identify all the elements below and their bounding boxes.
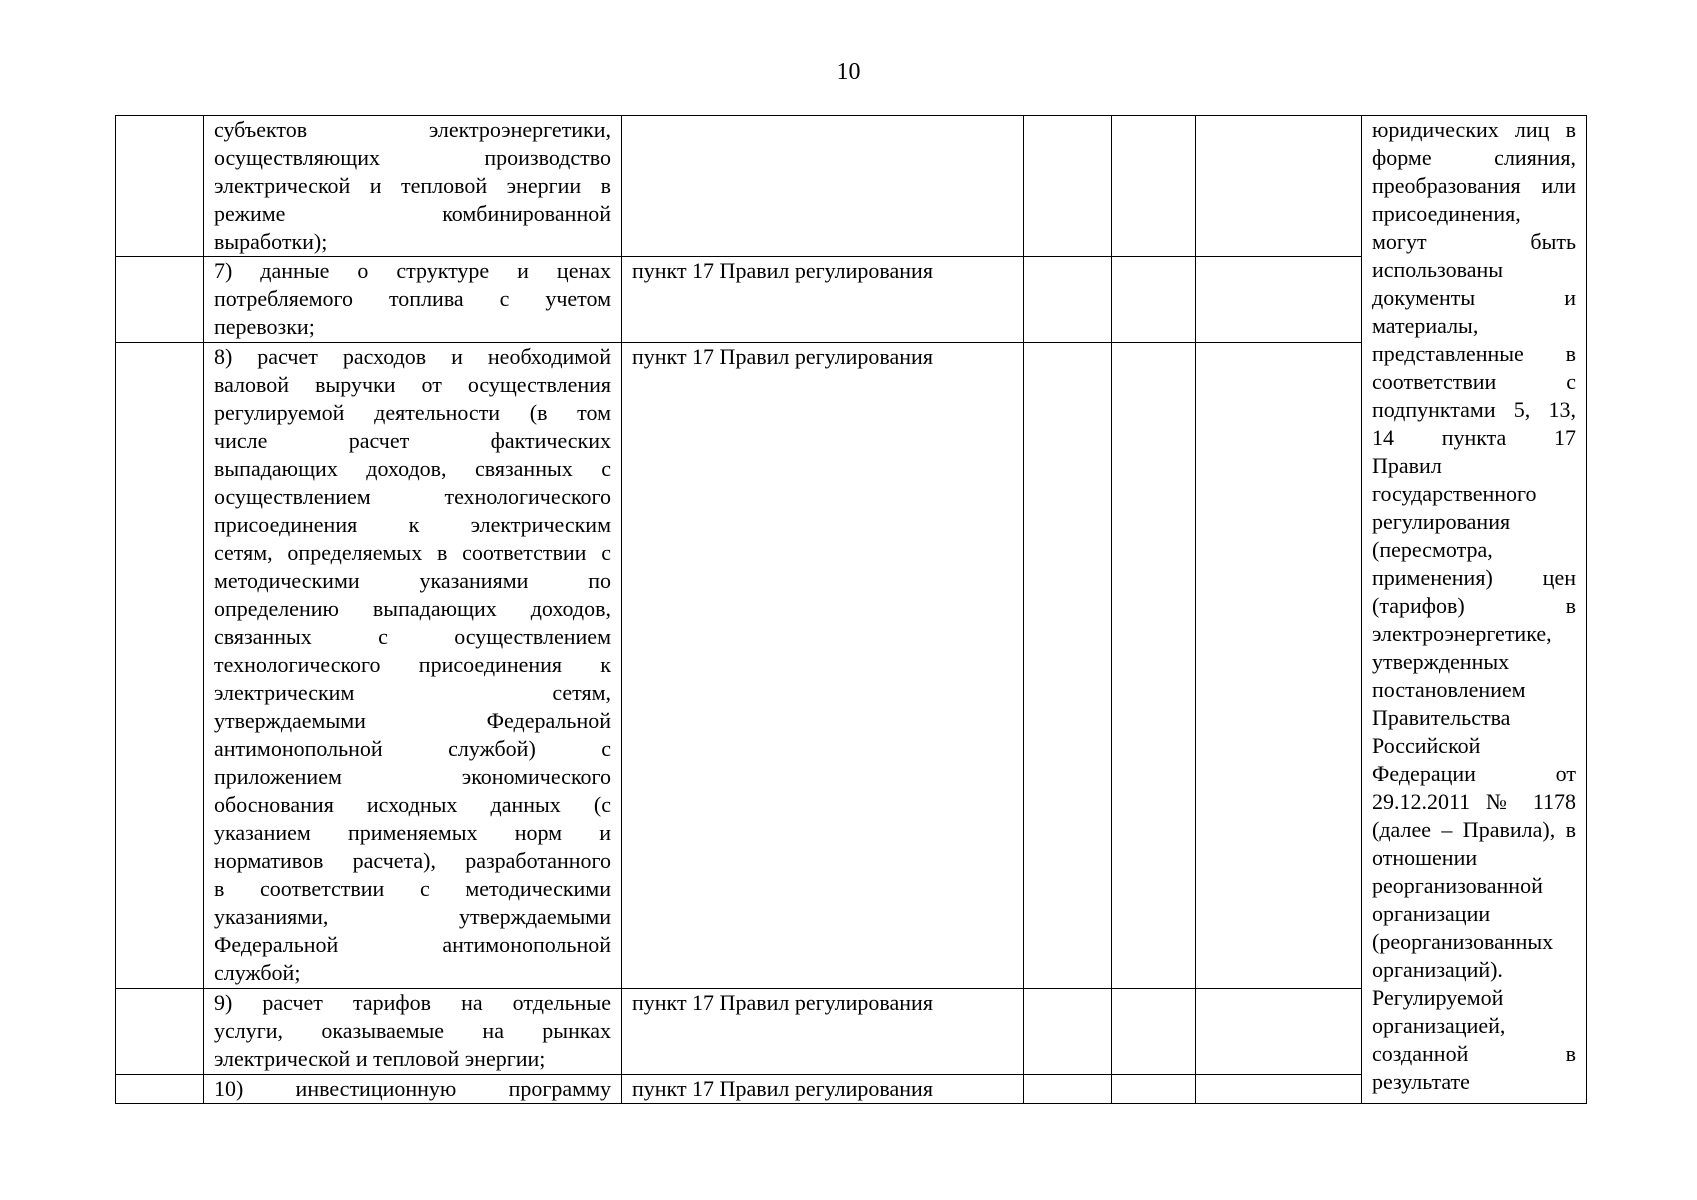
description-line: обоснования исходных данных (с bbox=[214, 792, 611, 817]
description-line: субъектов электроэнергетики, bbox=[214, 117, 611, 142]
page-number: 10 bbox=[836, 59, 861, 85]
description-line: связанных с осуществлением bbox=[214, 624, 611, 649]
empty-cell bbox=[1024, 1075, 1112, 1104]
description-line: перевозки; bbox=[214, 314, 315, 339]
note-line: (реорганизованных bbox=[1372, 929, 1554, 954]
note-line: соответствии с bbox=[1372, 369, 1576, 394]
description-line: электрической и тепловой энергии в bbox=[214, 173, 611, 198]
row-number-cell bbox=[116, 116, 204, 257]
description-line: утверждаемыми Федеральной bbox=[214, 708, 611, 733]
empty-cell bbox=[1112, 257, 1196, 343]
description-cell bbox=[204, 116, 622, 257]
note-line: представленные в bbox=[1372, 341, 1576, 366]
note-line: (пересмотра, bbox=[1372, 537, 1493, 562]
row-number-cell bbox=[116, 257, 204, 343]
description-line: присоединения к электрическим bbox=[214, 512, 611, 537]
table-body bbox=[116, 116, 1587, 1104]
note-line: Федерации от bbox=[1372, 761, 1576, 786]
description-line: Федеральной антимонопольной bbox=[214, 932, 611, 957]
empty-cell bbox=[1112, 989, 1196, 1075]
empty-cell bbox=[1024, 989, 1112, 1075]
note-line: постановлением bbox=[1372, 677, 1526, 702]
note-line: 14 пункта 17 bbox=[1372, 425, 1576, 450]
description-cell bbox=[204, 989, 622, 1075]
note-line: организацией, bbox=[1372, 1013, 1506, 1038]
description-line: службой; bbox=[214, 960, 301, 985]
description-line: сетям, определяемых в соответствии с bbox=[214, 540, 611, 565]
description-line: осуществляющих производство bbox=[214, 145, 611, 170]
note-line: Российской bbox=[1372, 733, 1481, 758]
description-line: 10) инвестиционную программу bbox=[214, 1076, 611, 1101]
note-line: Регулируемой bbox=[1372, 985, 1504, 1010]
reference-text: пункт 17 Правил регулирования bbox=[632, 1076, 933, 1101]
note-line: (далее – Правила), в bbox=[1372, 817, 1576, 842]
row-number-cell bbox=[116, 1075, 204, 1104]
description-line: услуги, оказываемые на рынках bbox=[214, 1018, 611, 1043]
reference-cell bbox=[622, 343, 1024, 989]
document-table bbox=[115, 115, 1587, 1104]
description-line: потребляемого топлива с учетом bbox=[214, 286, 611, 311]
description-line: 9) расчет тарифов на отдельные bbox=[214, 990, 611, 1015]
note-line: применения) цен bbox=[1372, 565, 1576, 590]
description-line: выпадающих доходов, связанных с bbox=[214, 456, 611, 481]
note-line: использованы bbox=[1372, 257, 1504, 282]
empty-cell bbox=[1024, 116, 1112, 257]
description-line: антимонопольной службой) с bbox=[214, 736, 611, 761]
description-line: определению выпадающих доходов, bbox=[214, 596, 611, 621]
note-line: присоединения, bbox=[1372, 201, 1521, 226]
note-line: документы и bbox=[1372, 285, 1576, 310]
note-line: утвержденных bbox=[1372, 649, 1510, 674]
note-line: государственного bbox=[1372, 481, 1537, 506]
reference-text: пункт 17 Правил регулирования bbox=[632, 344, 933, 369]
note-line: могут быть bbox=[1372, 229, 1576, 254]
description-cell bbox=[204, 343, 622, 989]
description-line: в соответствии с методическими bbox=[214, 876, 611, 901]
reference-cell bbox=[622, 257, 1024, 343]
description-cell bbox=[204, 257, 622, 343]
note-line: материалы, bbox=[1372, 313, 1479, 338]
note-line: созданной в bbox=[1372, 1041, 1576, 1066]
note-line: результате bbox=[1372, 1069, 1470, 1094]
description-line: режиме комбинированной bbox=[214, 201, 611, 226]
table-row bbox=[116, 116, 1587, 257]
description-line: электрической и тепловой энергии; bbox=[214, 1046, 546, 1071]
description-line: валовой выручки от осуществления bbox=[214, 372, 611, 397]
empty-cell bbox=[1024, 257, 1112, 343]
reference-cell bbox=[622, 989, 1024, 1075]
note-line: отношении bbox=[1372, 845, 1478, 870]
empty-cell bbox=[1196, 989, 1362, 1075]
note-line: юридических лиц в bbox=[1372, 117, 1576, 142]
note-line: организации bbox=[1372, 901, 1491, 926]
empty-cell bbox=[1196, 257, 1362, 343]
note-line: регулирования bbox=[1372, 509, 1511, 534]
description-line: указанием применяемых норм и bbox=[214, 820, 611, 845]
description-line: 8) расчет расходов и необходимой bbox=[214, 344, 611, 369]
description-line: выработки); bbox=[214, 229, 328, 254]
note-line: электроэнергетике, bbox=[1372, 621, 1552, 646]
row-number-cell bbox=[116, 343, 204, 989]
description-line: 7) данные о структуре и ценах bbox=[214, 258, 611, 283]
description-line: методическими указаниями по bbox=[214, 568, 611, 593]
note-line: Правительства bbox=[1372, 705, 1511, 730]
empty-cell bbox=[1024, 343, 1112, 989]
note-line: организаций). bbox=[1372, 957, 1503, 982]
reference-cell bbox=[622, 116, 1024, 257]
description-line: числе расчет фактических bbox=[214, 428, 611, 453]
description-line: приложением экономического bbox=[214, 764, 611, 789]
description-line: регулируемой деятельности (в том bbox=[214, 400, 611, 425]
description-line: осуществлением технологического bbox=[214, 484, 611, 509]
empty-cell bbox=[1196, 343, 1362, 989]
note-line: преобразования или bbox=[1372, 173, 1576, 198]
empty-cell bbox=[1196, 116, 1362, 257]
reference-text: пункт 17 Правил регулирования bbox=[632, 990, 933, 1015]
empty-cell bbox=[1112, 343, 1196, 989]
empty-cell bbox=[1196, 1075, 1362, 1104]
note-line: подпунктами 5, 13, bbox=[1372, 397, 1576, 422]
description-cell bbox=[204, 1075, 622, 1104]
empty-cell bbox=[1112, 116, 1196, 257]
description-line: электрическим сетям, bbox=[214, 680, 611, 705]
note-cell bbox=[1362, 116, 1587, 1104]
empty-cell bbox=[1112, 1075, 1196, 1104]
note-line: 29.12.2011 № 1178 bbox=[1372, 789, 1576, 814]
reference-text: пункт 17 Правил регулирования bbox=[632, 258, 933, 283]
row-number-cell bbox=[116, 989, 204, 1075]
note-line: Правил bbox=[1372, 453, 1442, 478]
reference-cell bbox=[622, 1075, 1024, 1104]
description-line: указаниями, утверждаемыми bbox=[214, 904, 611, 929]
description-line: технологического присоединения к bbox=[214, 652, 611, 677]
description-line: нормативов расчета), разработанного bbox=[214, 848, 611, 873]
note-line: реорганизованной bbox=[1372, 873, 1543, 898]
note-line: форме слияния, bbox=[1372, 145, 1576, 170]
note-line: (тарифов) в bbox=[1372, 593, 1576, 618]
